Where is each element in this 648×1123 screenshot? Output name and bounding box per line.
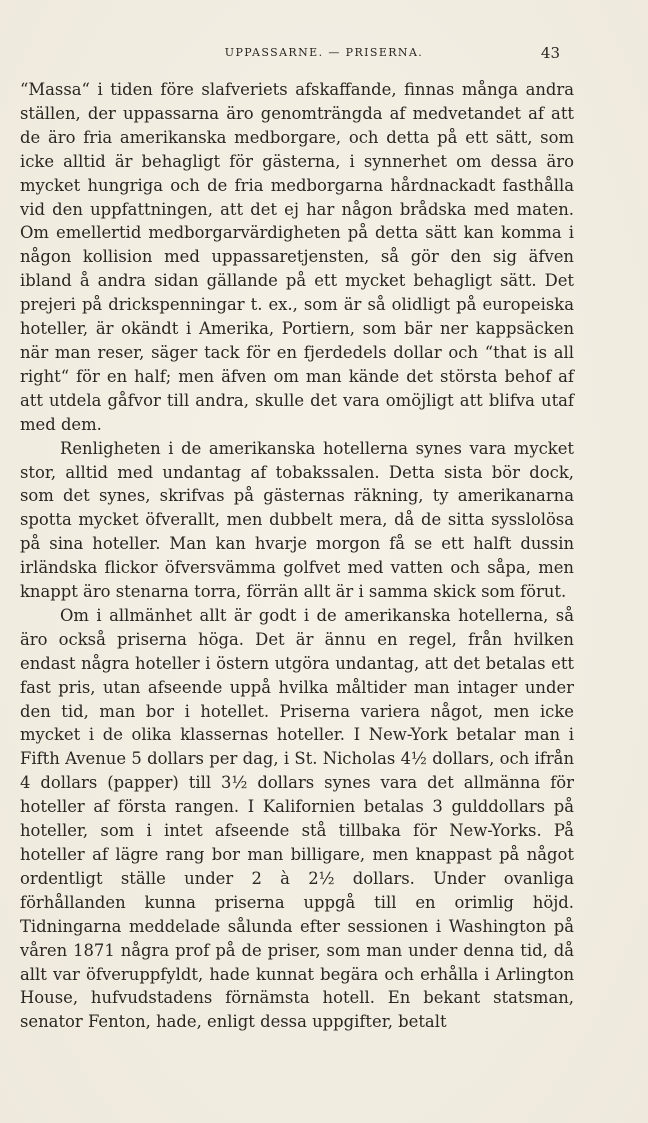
body-text <box>20 78 574 1034</box>
running-head <box>0 44 648 64</box>
paragraph-prices: Om i allmänhet allt är godt i de amerikanska hotellerna, så äro också priserna höga. Det är ännu en regel, från hvilken endast några hoteller i östern utgöra undantag, att det betalas ett fast pris, utan afseende uppå hvilka måltider man intager under den tid, man bor i hotellet. Priserna variera något, men icke mycket i de olika klassernas hoteller. I New-York betalar man i Fifth Avenue 5 dollars per dag, i St. Nicholas 4½ dollars, och ifrån 4 dollars (papper) till 3½ dollars synes vara det allmänna för hoteller af första rangen. I Kalifornien betalas 3 gulddollars på hoteller, som i intet afseende stå tillbaka för New-Yorks. På hoteller af lägre rang bor man billigare, men knappast på något ordentligt ställe under 2 à 2½ dollars. Under ovanliga förhållanden kunna priserna uppgå till en orimlig höjd. Tidningarna meddelade sålunda efter sessionen i Washington på våren 1871 några prof på de priser, som man under denna tid, då allt var öfveruppfyldt, hade kunnat begära och erhålla i Arlington House, hufvudstadens förnämsta hotell. En bekant statsman, senator Fenton, hade, enligt dessa uppgifter, betalt <box>20 605 574 1032</box>
running-title: UPPASSARNE. — PRISERNA. <box>224 46 424 59</box>
paragraph-waiters: “Massa“ i tiden före slafveriets afskaffande, finnas många andra ställen, der uppassarna äro genomträngda af medvetandet af att de äro fria amerikanska medborgare, och detta på ett sätt, som icke alltid är behagligt för gästerna, i synnerhet om dessa äro mycket hungriga och de fria medborgarna hårdnackadt fasthålla vid den uppfattningen, att det ej har någon brådska med maten. Om emellertid medborgarvärdigheten på detta sätt kan komma i någon kollision med uppassaretjensten, så gör den sig äfven ibland å andra sidan gällande på ett mycket behagligt sätt. Det prejeri på drickspenningar t. ex., som är så olidligt på europeiska hoteller, är okändt i Amerika, Portiern, som bär ner kappsäcken när man reser, säger tack för en fjerdedels dollar och “that is all right“ för en half; men äfven om man kände det största behof af att utdela gåfvor till andra, skulle det vara omöjligt att blifva utaf med dem. <box>20 80 574 434</box>
paragraph-cleanliness: Renligheten i de amerikanska hotellerna synes vara mycket stor, alltid med undantag af tobakssalen. Detta sista bör dock, som det synes, skrifvas på gästernas räkning, ty amerikanarna spotta mycket öfverallt, men dubbelt mera, då de sitta sysslolösa på sina hoteller. Man kan hvarje morgon få se ett halft dussin irländska flickor öfversvämma golfvet med vatten och såpa, men knappt äro stenarna torra, förrän allt är i samma skick som förut. <box>20 438 574 602</box>
page-number: 43 <box>540 44 560 62</box>
